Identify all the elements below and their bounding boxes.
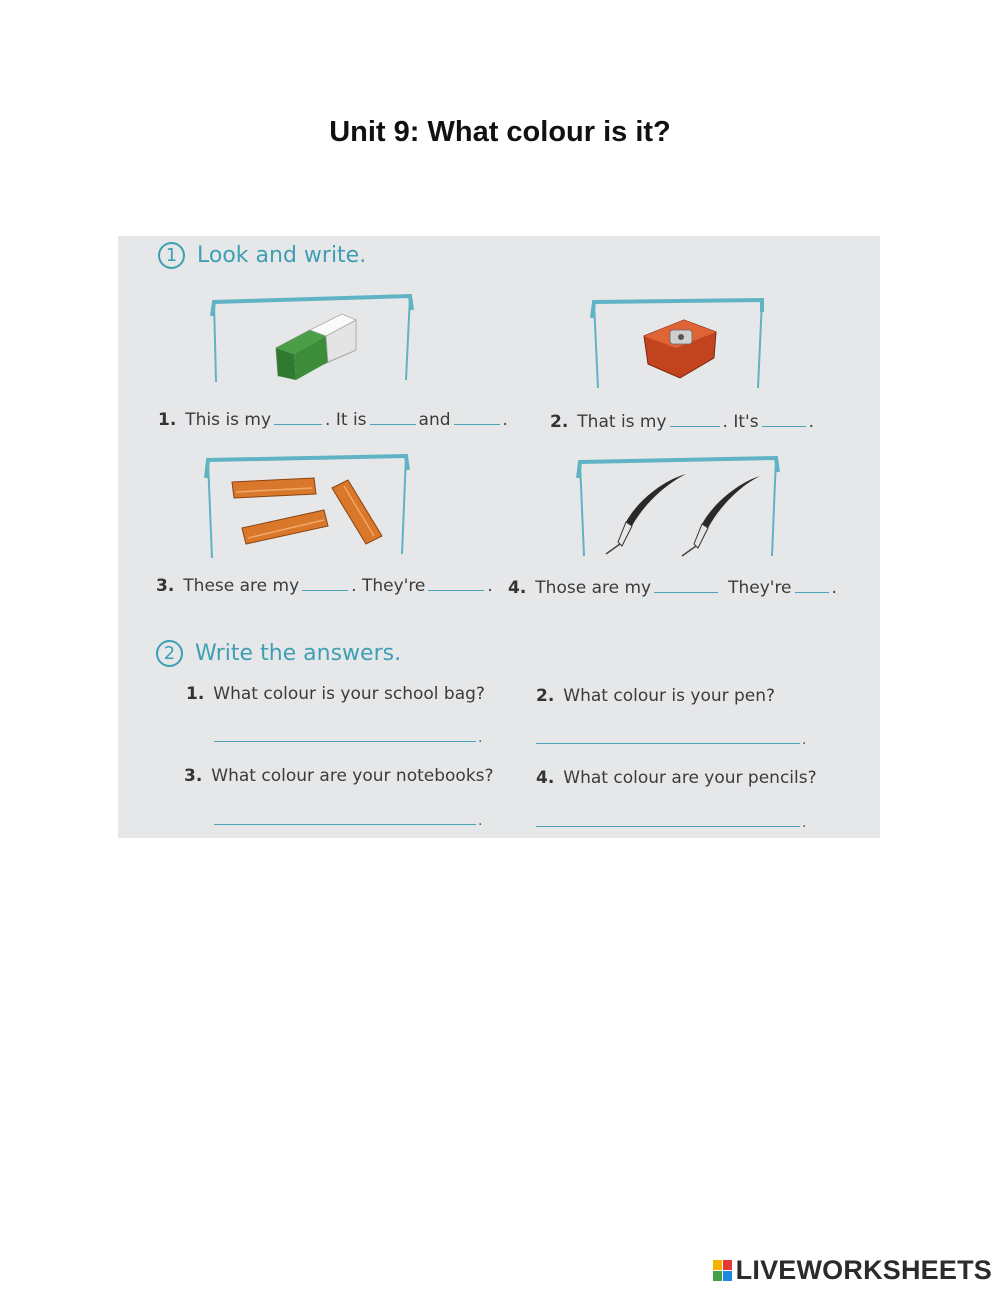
- question-3-number: 3.: [184, 766, 203, 786]
- section-1-number: 1: [158, 242, 185, 269]
- eraser-picture: [206, 292, 416, 388]
- question-2-number: 2.: [536, 686, 555, 706]
- brand-name: LIVEWORKSHEETS: [735, 1255, 992, 1285]
- look-write-item-1: [158, 410, 508, 430]
- section-1-header: [158, 242, 366, 269]
- question-2-text: What colour is your pen?: [563, 686, 776, 706]
- worksheet-image: [118, 236, 880, 838]
- question-1-text: What colour is your school bag?: [213, 684, 485, 704]
- item-4-number: 4.: [508, 578, 527, 598]
- answer-2-period: .: [802, 732, 807, 748]
- answer-3-period: .: [478, 813, 483, 829]
- pens-picture: [574, 456, 784, 564]
- liveworksheets-logo-icon: [713, 1260, 732, 1281]
- sharpener-picture: [588, 296, 768, 392]
- look-write-item-4: [508, 578, 837, 598]
- item-1-text-c: and: [418, 410, 451, 430]
- question-4: [536, 768, 817, 788]
- question-3: [184, 766, 494, 786]
- section-1-heading: Look and write.: [197, 243, 367, 268]
- eraser-icon: [276, 314, 356, 380]
- item-1-blank-3[interactable]: [454, 423, 500, 425]
- item-4-text-c: .: [831, 578, 837, 598]
- item-1-text-b: . It is: [325, 410, 367, 430]
- item-3-text-a: These are my: [183, 576, 300, 596]
- page-title: Unit 9: What colour is it?: [329, 116, 671, 148]
- item-4-blank-2[interactable]: [795, 591, 829, 593]
- item-1-number: 1.: [158, 410, 177, 430]
- item-1-text-a: This is my: [185, 410, 272, 430]
- answer-line-3[interactable]: [214, 824, 476, 825]
- question-4-text: What colour are your pencils?: [563, 768, 817, 788]
- item-2-text-a: That is my: [577, 412, 667, 432]
- pencil-sharpener-icon: [644, 320, 716, 378]
- rulers-icon: [232, 478, 382, 544]
- item-1-blank-2[interactable]: [370, 423, 416, 425]
- item-2-blank-2[interactable]: [762, 425, 806, 427]
- item-4-text-a: Those are my: [535, 578, 652, 598]
- look-write-item-3: [156, 576, 493, 596]
- answer-1-period: .: [478, 730, 483, 746]
- item-4-blank-1[interactable]: [654, 591, 718, 593]
- pens-icon: [606, 474, 760, 556]
- item-4-text-b: They're: [728, 578, 792, 598]
- section-2-header: [156, 640, 401, 667]
- item-2-text-b: . It's: [722, 412, 759, 432]
- item-3-number: 3.: [156, 576, 175, 596]
- item-2-blank-1[interactable]: [670, 425, 720, 427]
- question-4-number: 4.: [536, 768, 555, 788]
- answer-line-2[interactable]: [536, 743, 800, 744]
- answer-line-4[interactable]: [536, 826, 800, 827]
- answer-4-period: .: [802, 815, 807, 831]
- section-2-heading: Write the answers.: [195, 641, 402, 666]
- question-3-text: What colour are your notebooks?: [211, 766, 494, 786]
- question-2: [536, 686, 775, 706]
- item-3-blank-2[interactable]: [428, 589, 484, 591]
- item-2-number: 2.: [550, 412, 569, 432]
- item-3-text-b: . They're: [351, 576, 426, 596]
- question-1-number: 1.: [186, 684, 205, 704]
- answer-line-1[interactable]: [214, 741, 476, 742]
- item-1-blank-1[interactable]: [274, 423, 322, 425]
- item-1-text-d: .: [502, 410, 508, 430]
- rulers-picture: [202, 454, 412, 564]
- look-write-item-2: [550, 412, 814, 432]
- item-2-text-c: .: [808, 412, 814, 432]
- item-3-blank-1[interactable]: [302, 589, 348, 591]
- item-3-text-c: .: [487, 576, 493, 596]
- question-1: [186, 684, 485, 704]
- section-2-number: 2: [156, 640, 183, 667]
- liveworksheets-logo[interactable]: [713, 1255, 992, 1286]
